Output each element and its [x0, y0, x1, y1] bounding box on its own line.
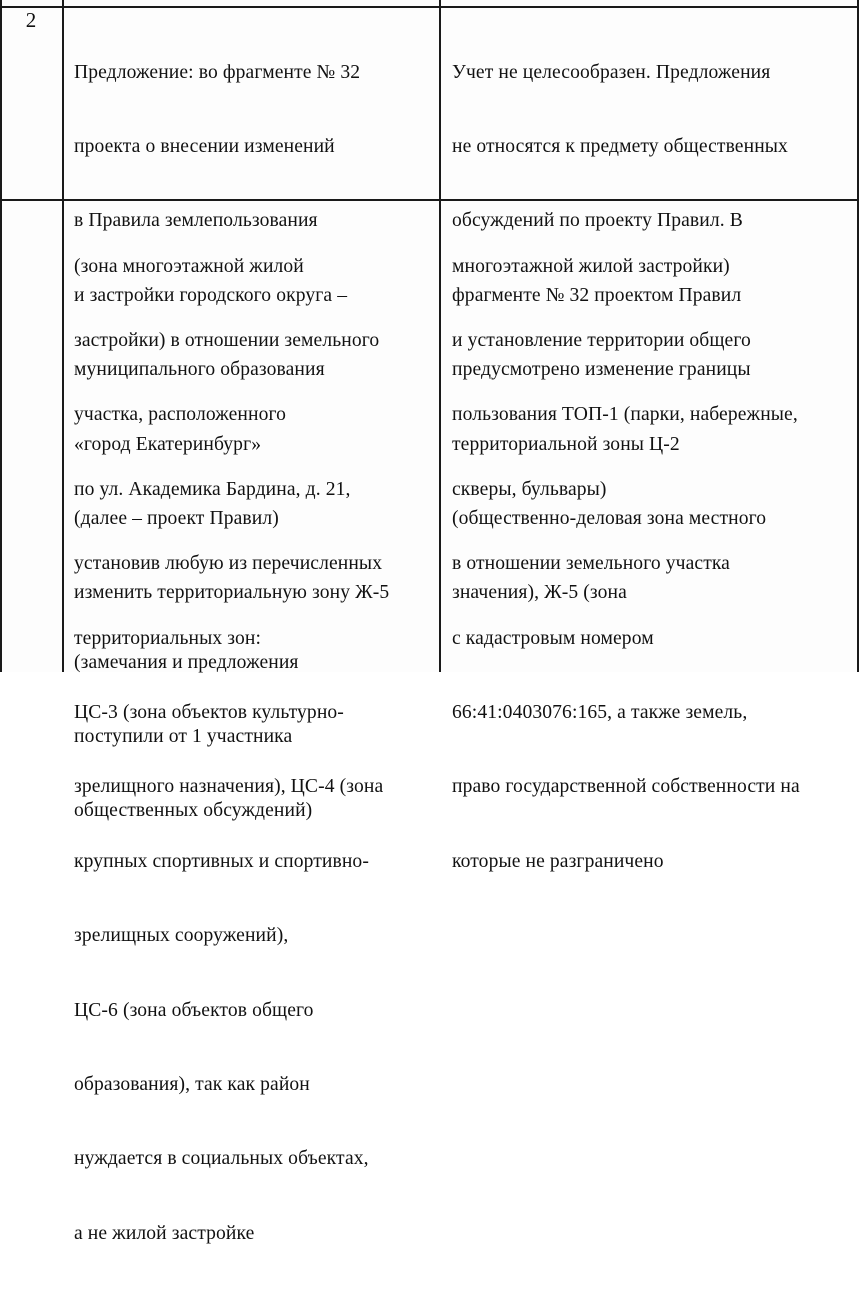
text-line: значения), Ж-5 (зона: [452, 582, 627, 604]
text-line: ЦС-6 (зона объектов общего: [74, 999, 314, 1021]
text-line: и установление территории общего: [452, 329, 751, 351]
text-line: изменить территориальную зону Ж-5: [74, 582, 390, 604]
text-line: скверы, бульвары): [452, 478, 607, 500]
text-line: и застройки городского округа –: [74, 284, 348, 306]
text-line: обсуждений по проекту Правил. В: [452, 210, 743, 232]
text-line: не относятся к предмету общественных: [452, 135, 788, 157]
text-line: в отношении земельного участка: [452, 553, 730, 575]
text-line: зрелищного назначения), ЦС-4 (зона: [74, 776, 384, 798]
row-number: 2: [25, 8, 37, 32]
text-line: а не жилой застройке: [74, 1222, 255, 1244]
text-line: муниципального образования: [74, 359, 325, 381]
text-line: нуждается в социальных объектах,: [74, 1148, 369, 1170]
text-line: проекта о внесении изменений: [74, 135, 335, 157]
text-line: образования), так как район: [74, 1073, 310, 1095]
text-line: «город Екатеринбург»: [74, 433, 262, 455]
table-top-border: [0, 6, 859, 8]
text-line: участка, расположенного: [74, 404, 287, 426]
text-line: Предложение: во фрагменте № 32: [74, 61, 361, 83]
text-line: пользования ТОП-1 (парки, набережные,: [452, 404, 798, 426]
table-column-divider-1: [62, 0, 64, 672]
text-line: 66:41:0403076:165, а также земель,: [452, 701, 748, 723]
text-line: право государственной собственности на: [452, 776, 800, 798]
text-line: Учет не целесообразен. Предложения: [452, 61, 771, 83]
text-line: (общественно-деловая зона местного: [452, 507, 767, 529]
text-line: ЦС-3 (зона объектов культурно-: [74, 701, 344, 723]
text-line: установив любую из перечисленных: [74, 553, 383, 575]
text-line: с кадастровым номером: [452, 627, 654, 649]
text-line: поступили от 1 участника: [74, 725, 293, 747]
text-line: по ул. Академика Бардина, д. 21,: [74, 478, 351, 500]
response-text-part2: [452, 205, 800, 924]
text-line: (зона многоэтажной жилой: [74, 255, 304, 277]
text-line: территориальных зон:: [74, 627, 262, 649]
text-line: предусмотрено изменение границы: [452, 359, 751, 381]
text-line: территориальной зоны Ц-2: [452, 433, 680, 455]
table-left-border: [0, 0, 2, 672]
text-line: которые не разграничено: [452, 850, 664, 872]
text-line: (далее – проект Правил): [74, 507, 279, 529]
text-line: зрелищных сооружений),: [74, 925, 289, 947]
text-line: (замечания и предложения: [74, 651, 299, 673]
table-column-divider-2: [439, 0, 441, 672]
proposal-note: [74, 601, 312, 874]
text-line: фрагменте № 32 проектом Правил: [452, 284, 742, 306]
text-line: в Правила землепользования: [74, 210, 318, 232]
text-line: крупных спортивных и спортивно-: [74, 850, 369, 872]
text-line: многоэтажной жилой застройки): [452, 255, 730, 277]
text-line: общественных обсуждений): [74, 800, 313, 822]
text-line: застройки) в отношении земельного: [74, 329, 380, 351]
